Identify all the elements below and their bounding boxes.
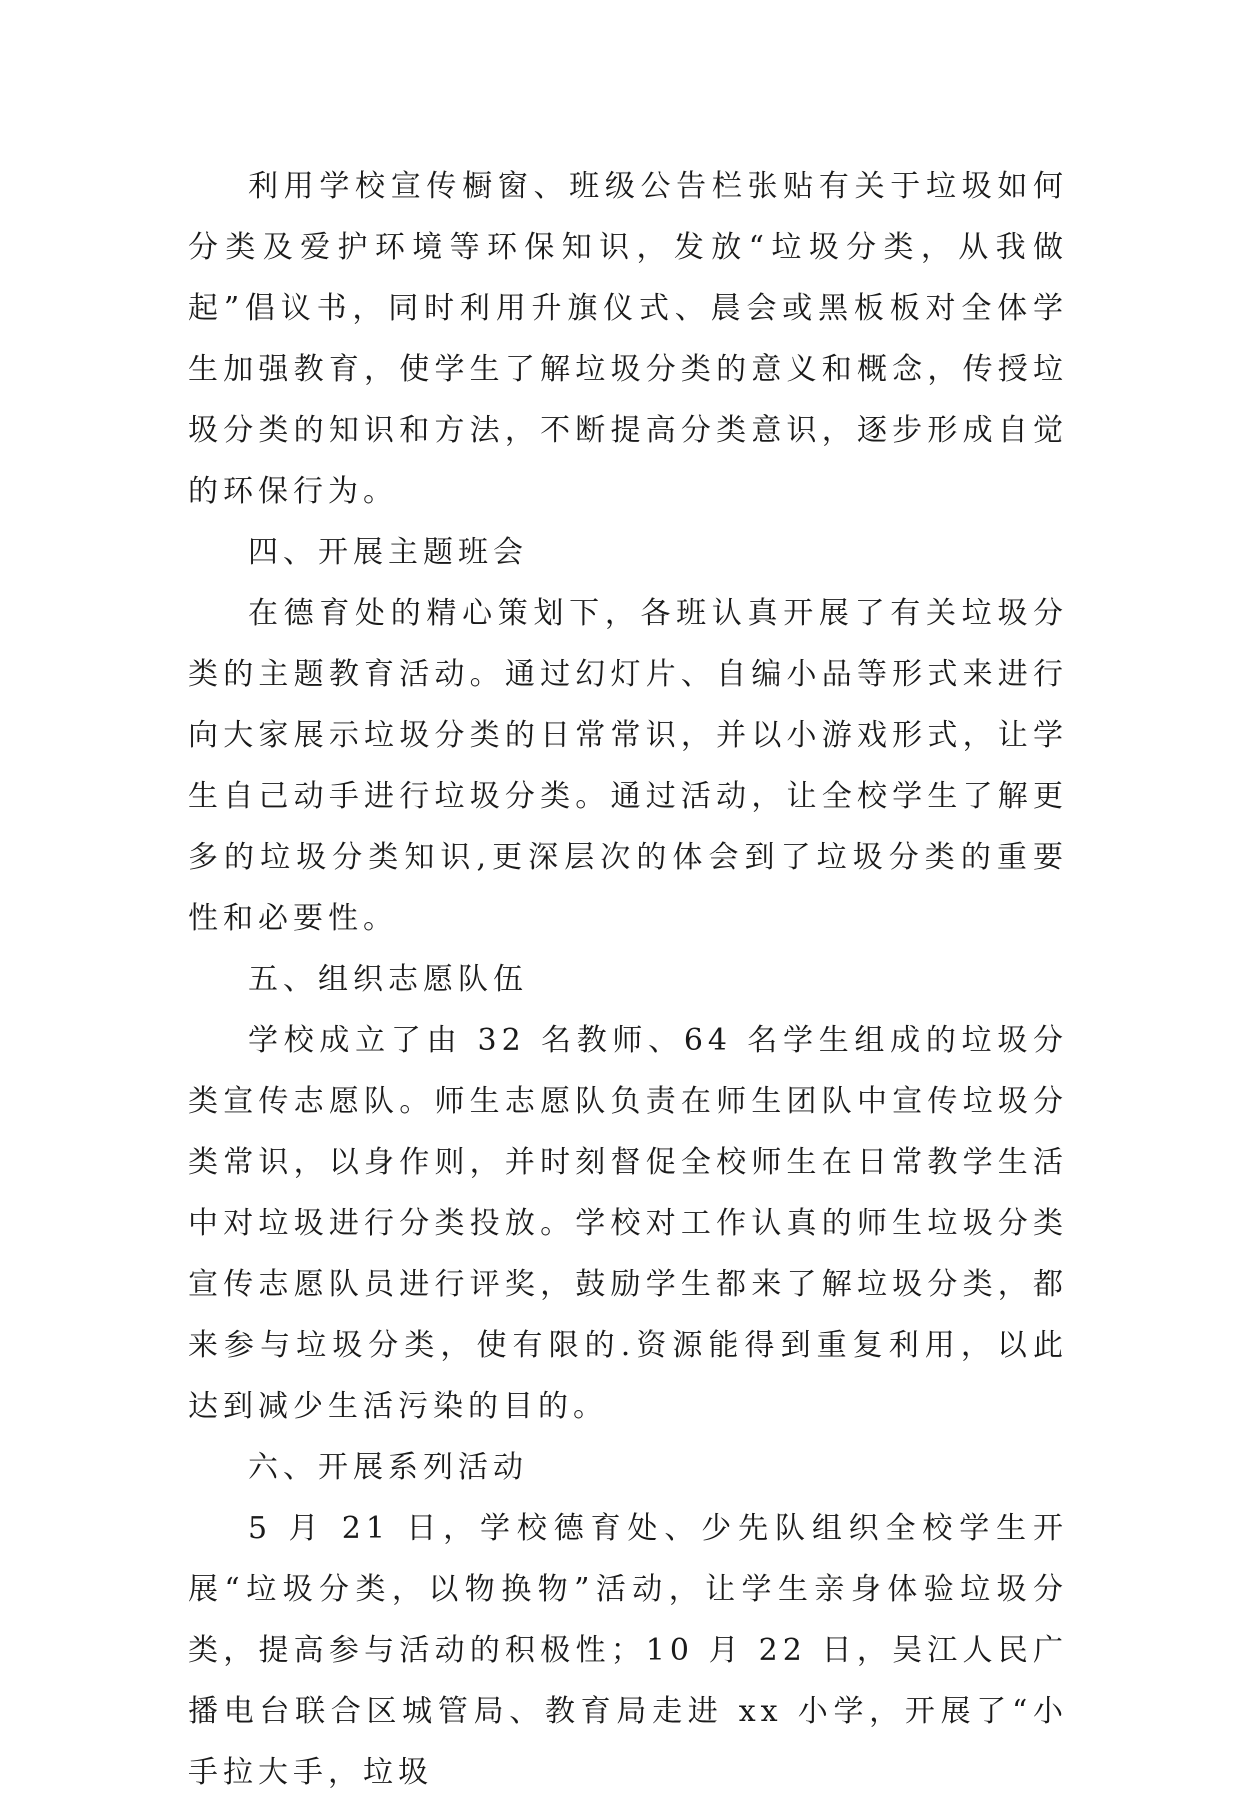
paragraph-publicity: 利用学校宣传橱窗、班级公告栏张贴有关于垃圾如何分类及爱护环境等环保知识，发放“垃圾分类，从我做起”倡议书，同时利用升旗仪式、晨会或黑板板对全体学生加强教育，使学生了解垃圾分类的意义和概念，传授垃圾分类的知识和方法，不断提高分类意识，逐步形成自觉的环保行为。 xyxy=(188,169,1068,509)
document-body xyxy=(188,156,1068,1803)
paragraph-volunteers: 学校成立了由 32 名教师、64 名学生组成的垃圾分类宣传志愿队。师生志愿队负责在师生团队中宣传垃圾分类常识，以身作则，并时刻督促全校师生在日常教学生活中对垃圾进行分类投放。学校对工作认真的师生垃圾分类宣传志愿队员进行评奖，鼓励学生都来了解垃圾分类，都来参与垃圾分类，使有限的.资源能得到重复利用，以此达到减少生活污染的目的。 xyxy=(188,1023,1068,1424)
section-heading-volunteers: 五、组织志愿队伍 xyxy=(248,962,528,997)
section-heading-activities: 六、开展系列活动 xyxy=(248,1450,528,1485)
section-heading-class-meeting: 四、开展主题班会 xyxy=(248,535,528,570)
paragraph-class-meeting: 在德育处的精心策划下，各班认真开展了有关垃圾分类的主题教育活动。通过幻灯片、自编小品等形式来进行向大家展示垃圾分类的日常常识，并以小游戏形式，让学生自己动手进行垃圾分类。通过活动，让全校学生了解更多的垃圾分类知识,更深层次的体会到了垃圾分类的重要性和必要性。 xyxy=(188,596,1068,936)
paragraph-activities: 5 月 21 日，学校德育处、少先队组织全校学生开展“垃圾分类，以物换物”活动，让学生亲身体验垃圾分类，提高参与活动的积极性；10 月 22 日，吴江人民广播电台联合区城管局、教育局走进 xx 小学，开展了“小手拉大手，垃圾 xyxy=(188,1511,1068,1790)
